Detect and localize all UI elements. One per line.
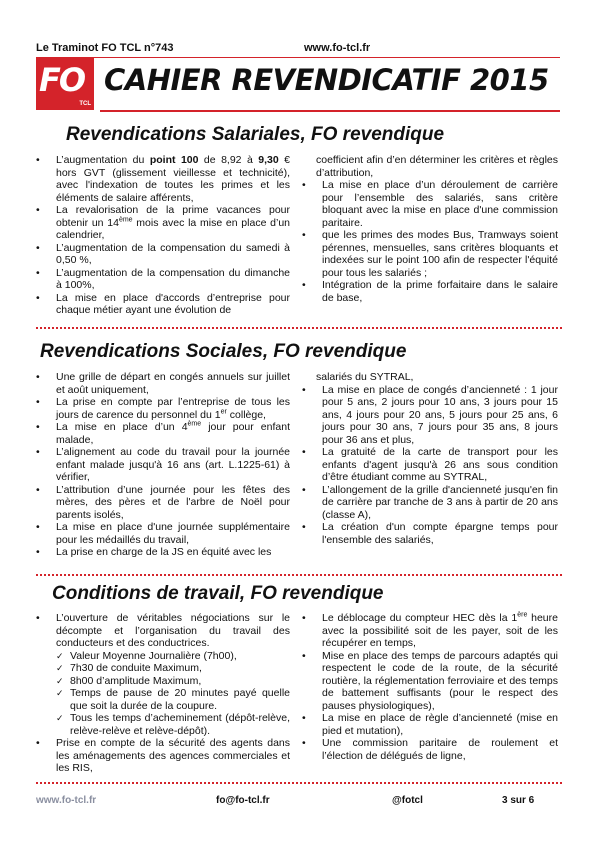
checklist-item: ✓ 7h30 de conduite Maximum, xyxy=(50,662,290,675)
section-sociales-left xyxy=(36,371,290,559)
list-item: • Intégration de la prime forfaitaire dans le salaire de base, xyxy=(302,279,558,304)
banner-bottom-rule xyxy=(100,110,560,112)
list-item: • L’augmentation du point 100 de 8,92 à 9,30 € hors GVT (glissement vieillesse et technicité), avec l'indexation de toutes les primes et les éléments de salaire afférents, xyxy=(36,154,290,204)
continued-text: salariés du SYTRAL, xyxy=(316,371,414,383)
checklist-item: ✓ Tous les temps d’acheminement (dépôt-relève, relève-relève et relève-dépôt). xyxy=(50,712,290,737)
list-item: • Une commission paritaire de roulement et l’élection de délégués de ligne, xyxy=(302,737,558,762)
section-title-conditions: Conditions de travail, FO revendique xyxy=(52,583,384,604)
section-separator xyxy=(36,574,562,576)
section-title-salariales: Revendications Salariales, FO revendique xyxy=(66,124,445,145)
main-title: CAHIER REVENDICATIF 2015 xyxy=(104,63,549,97)
section-conditions-left xyxy=(36,612,290,775)
list-item: • L’attribution d’une journée pour les fêtes des mères, des pères et de l'arbre de Noël pour parents isolés, xyxy=(36,484,290,522)
list-item: • L’augmentation de la compensation du dimanche à 100%, xyxy=(36,267,290,292)
list-item: • L’allongement de la grille d'ancienneté jusqu'en fin de carrière par tranche de 3 ans à partir de 20 ans (classe A), xyxy=(302,484,558,522)
emphasis: point 100 xyxy=(149,154,199,166)
continued-text: coefficient afin d’en déterminer les critères et règles d’attribution, xyxy=(316,154,558,179)
list-item: • L’ouverture de véritables négociations sur le décompte et l’organisation du travail des conducteurs et des conductrices. xyxy=(36,612,290,650)
list-item: • La création d'un compte épargne temps pour l'ensemble des salariés, xyxy=(302,521,558,546)
list-item: • La prise en compte par l’entreprise de tous les jours de carence du personnel du 1er collège, xyxy=(36,396,290,421)
logo-fo-text: FO xyxy=(39,61,85,99)
list-item: • que les primes des modes Bus, Tramways soient pérennes, mensuelles, sans critères bloquants et indexées sur le point 100 afin de respecter l'équité pour tous les salariés ; xyxy=(302,229,558,279)
publication-name: Le Traminot FO TCL n°743 xyxy=(36,42,174,54)
superscript: ème xyxy=(187,420,202,428)
section-conditions-right xyxy=(302,612,558,762)
section-title-sociales: Revendications Sociales, FO revendique xyxy=(40,341,407,362)
superscript: ère xyxy=(517,611,528,619)
superscript: er xyxy=(220,408,227,415)
header-website[interactable]: www.fo-tcl.fr xyxy=(304,42,371,54)
list-item: • Une grille de départ en congés annuels sur juillet et août uniquement, xyxy=(36,371,290,396)
list-item: • La mise en place de règle d’ancienneté (mise en pied et mutation), xyxy=(302,712,558,737)
page-number: 3 sur 6 xyxy=(502,795,535,806)
section-salariales-right xyxy=(302,154,558,304)
list-item: • La gratuité de la carte de transport pour les enfants d'agent jusqu'à 26 ans sous condition d’être étudiant comme au SYTRAL, xyxy=(302,446,558,484)
page-header xyxy=(36,42,558,56)
footer-twitter[interactable]: @fotcl xyxy=(392,795,423,806)
fo-logo xyxy=(36,58,94,110)
list-item: • La mise en place d'accords d’entreprise pour chaque métier ayant une évolution de xyxy=(36,292,290,317)
checklist-item: ✓ 8h00 d’amplitude Maximum, xyxy=(50,675,290,688)
footer-website[interactable]: www.fo-tcl.fr xyxy=(36,795,97,806)
logo-tcl-text: TCL xyxy=(79,101,91,107)
checklist-item: ✓ Temps de pause de 20 minutes payé quelle que soit la durée de la coupure. xyxy=(50,687,290,712)
section-separator xyxy=(36,782,562,784)
list-item: • Mise en place des temps de parcours adaptés qui respectent le code de la route, de la sécurité routière, la réglementation ferroviaire et des temps de battement suffisants (pour le respect des pauses physiologiques), xyxy=(302,650,558,713)
list-item: • L’augmentation de la compensation du samedi à 0,50 %, xyxy=(36,242,290,267)
section-separator xyxy=(36,327,562,329)
list-item: • La prise en charge de la JS en équité avec les xyxy=(36,546,290,559)
list-item: • La mise en place de congés d’ancienneté : 1 jour pour 5 ans, 2 jours pour 10 ans, 3 jours pour 15 ans, 4 jours pour 20 ans, 5 jours pour 25 ans, 6 jours pour 30 ans, 7 jours pour 35 ans, 8 jours pour 36 ans et plus, xyxy=(302,384,558,447)
list-item: • La mise en place d'une journée supplémentaire pour les médaillés du travail, xyxy=(36,521,290,546)
list-item: • La mise en place d’un déroulement de carrière pour l’ensemble des salariés, sans critère bloquant avec la mise en place d'une commission paritaire. xyxy=(302,179,558,229)
section-salariales-left xyxy=(36,154,290,317)
list-item: • La revalorisation de la prime vacances pour obtenir un 14ème mois avec la mise en place d’un calendrier, xyxy=(36,204,290,242)
list-item: • Le déblocage du compteur HEC dès la 1ère heure avec la possibilité soit de les payer, soit de les récupérer en temps, xyxy=(302,612,558,650)
emphasis: 9,30 xyxy=(258,154,279,166)
footer-email[interactable]: fo@fo-tcl.fr xyxy=(216,795,270,806)
section-sociales-right xyxy=(302,371,558,546)
list-item: • Prise en compte de la sécurité des agents dans les aménagements des agences commerciales et les RIS, xyxy=(36,737,290,775)
banner-top-rule xyxy=(36,57,560,58)
superscript: ème xyxy=(118,216,133,223)
list-item: • L’alignement au code du travail pour la journée enfant malade jusqu'à 16 ans (art. L.1225-61) à vérifier, xyxy=(36,446,290,484)
checklist-item: ✓ Valeur Moyenne Journalière (7h00), xyxy=(50,650,290,663)
list-item: • La mise en place d’un 4ème jour pour enfant malade, xyxy=(36,421,290,446)
